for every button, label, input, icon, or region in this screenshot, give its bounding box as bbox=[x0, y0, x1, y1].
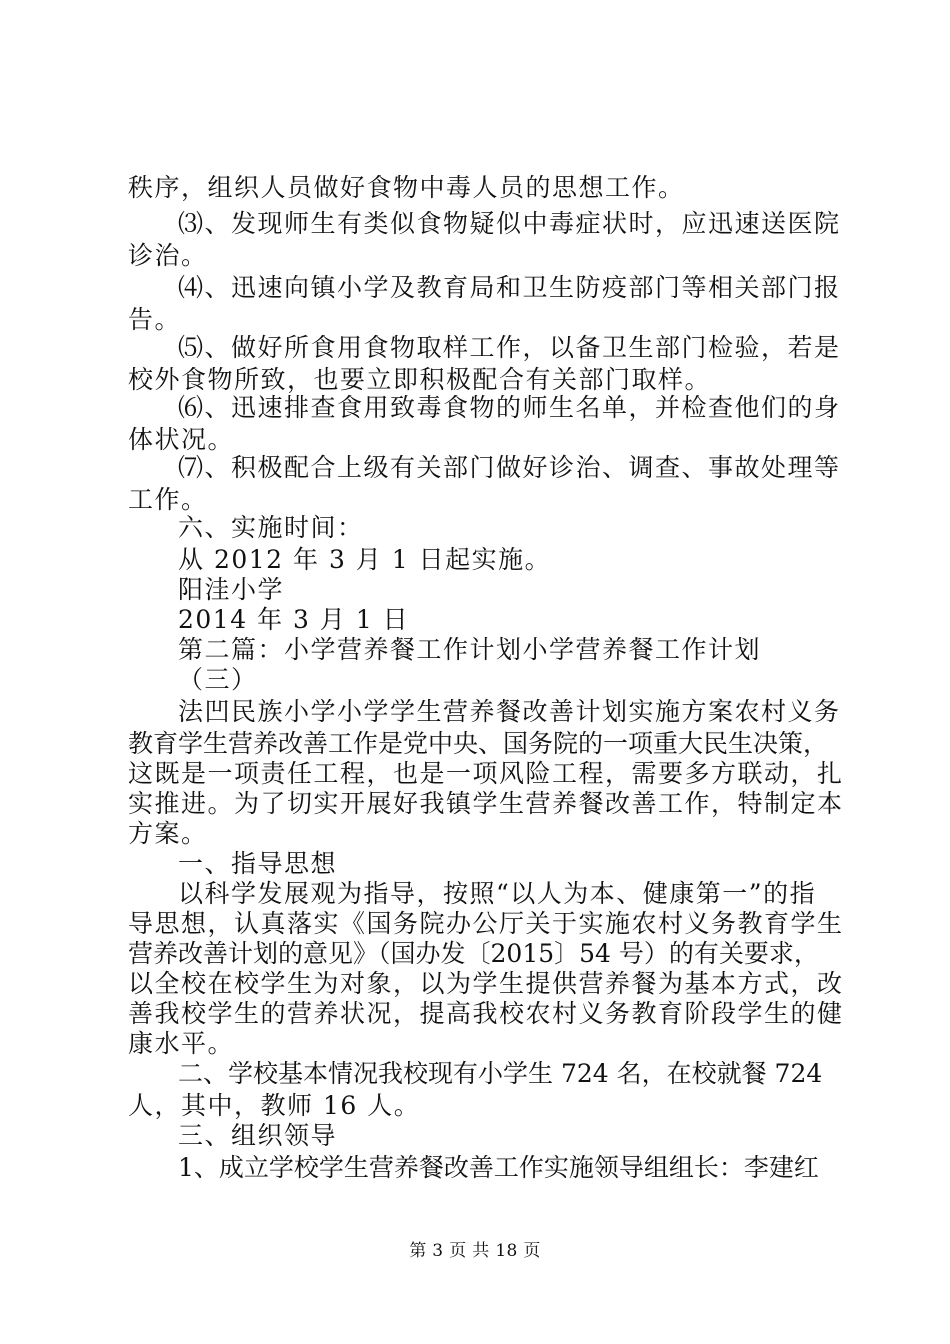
section-heading: 三、组织领导 bbox=[178, 1121, 338, 1150]
page-number-footer: 第 3 页 共 18 页 bbox=[409, 1241, 541, 1261]
text-line: 教育学生营养改善工作是党中央、国务院的一项重大民生决策， bbox=[128, 729, 829, 758]
text-line: 康水平。 bbox=[128, 1029, 235, 1058]
text-line: ⑶、发现师生有类似食物疑似中毒症状时，应迅速送医院 bbox=[178, 209, 841, 238]
text-line: 实推进。为了切实开展好我镇学生营养餐改善工作，特制定本 bbox=[128, 789, 844, 818]
text-line: 以全校在校学生为对象，以为学生提供营养餐为基本方式，改 bbox=[128, 969, 844, 998]
text-line: 1、成立学校学生营养餐改善工作实施领导组组长：李建红 bbox=[178, 1153, 819, 1182]
text-line: 导思想，认真落实《国务院办公厅关于实施农村义务教育学生 bbox=[128, 909, 844, 938]
text-line: 告。 bbox=[128, 305, 182, 334]
chapter-subheading: （三） bbox=[178, 665, 258, 694]
text-line: ⑸、做好所食用食物取样工作，以备卫生部门检验，若是 bbox=[178, 333, 841, 362]
text-line: 二、学校基本情况我校现有小学生 724 名，在校就餐 724 bbox=[178, 1059, 823, 1088]
text-line: 法凹民族小学小学学生营养餐改善计划实施方案农村义务 bbox=[178, 697, 841, 726]
text-line: ⑹、迅速排查食用致毒食物的师生名单，并检查他们的身 bbox=[178, 393, 841, 422]
chapter-heading: 第二篇：小学营养餐工作计划小学营养餐工作计划 bbox=[178, 635, 762, 664]
text-line: ⑺、积极配合上级有关部门做好诊治、调查、事故处理等 bbox=[178, 453, 841, 482]
text-line: 校外食物所致，也要立即积极配合有关部门取样。 bbox=[128, 365, 712, 394]
text-line: 方案。 bbox=[128, 819, 208, 848]
section-heading: 六、实施时间： bbox=[178, 513, 364, 542]
text-line: 诊治。 bbox=[128, 241, 208, 270]
section-heading: 一、指导思想 bbox=[178, 849, 338, 878]
text-line: 从 2012 年 3 月 1 日起实施。 bbox=[178, 545, 552, 574]
text-line: ⑷、迅速向镇小学及教育局和卫生防疫部门等相关部门报 bbox=[178, 273, 841, 302]
signature-name: 阳洼小学 bbox=[178, 575, 285, 604]
text-line: 以科学发展观为指导，按照“以人为本、健康第一”的指 bbox=[178, 879, 817, 908]
text-line: 人，其中，教师 16 人。 bbox=[128, 1091, 421, 1120]
signature-date: 2014 年 3 月 1 日 bbox=[178, 605, 410, 634]
text-line: 营养改善计划的意见》（国办发〔2015〕54 号）的有关要求， bbox=[128, 939, 819, 968]
text-line: 秩序，组织人员做好食物中毒人员的思想工作。 bbox=[128, 173, 685, 202]
text-line: 体状况。 bbox=[128, 425, 235, 454]
text-line: 工作。 bbox=[128, 485, 208, 514]
text-line: 这既是一项责任工程，也是一项风险工程，需要多方联动，扎 bbox=[128, 759, 844, 788]
text-line: 善我校学生的营养状况，提高我校农村义务教育阶段学生的健 bbox=[128, 999, 844, 1028]
